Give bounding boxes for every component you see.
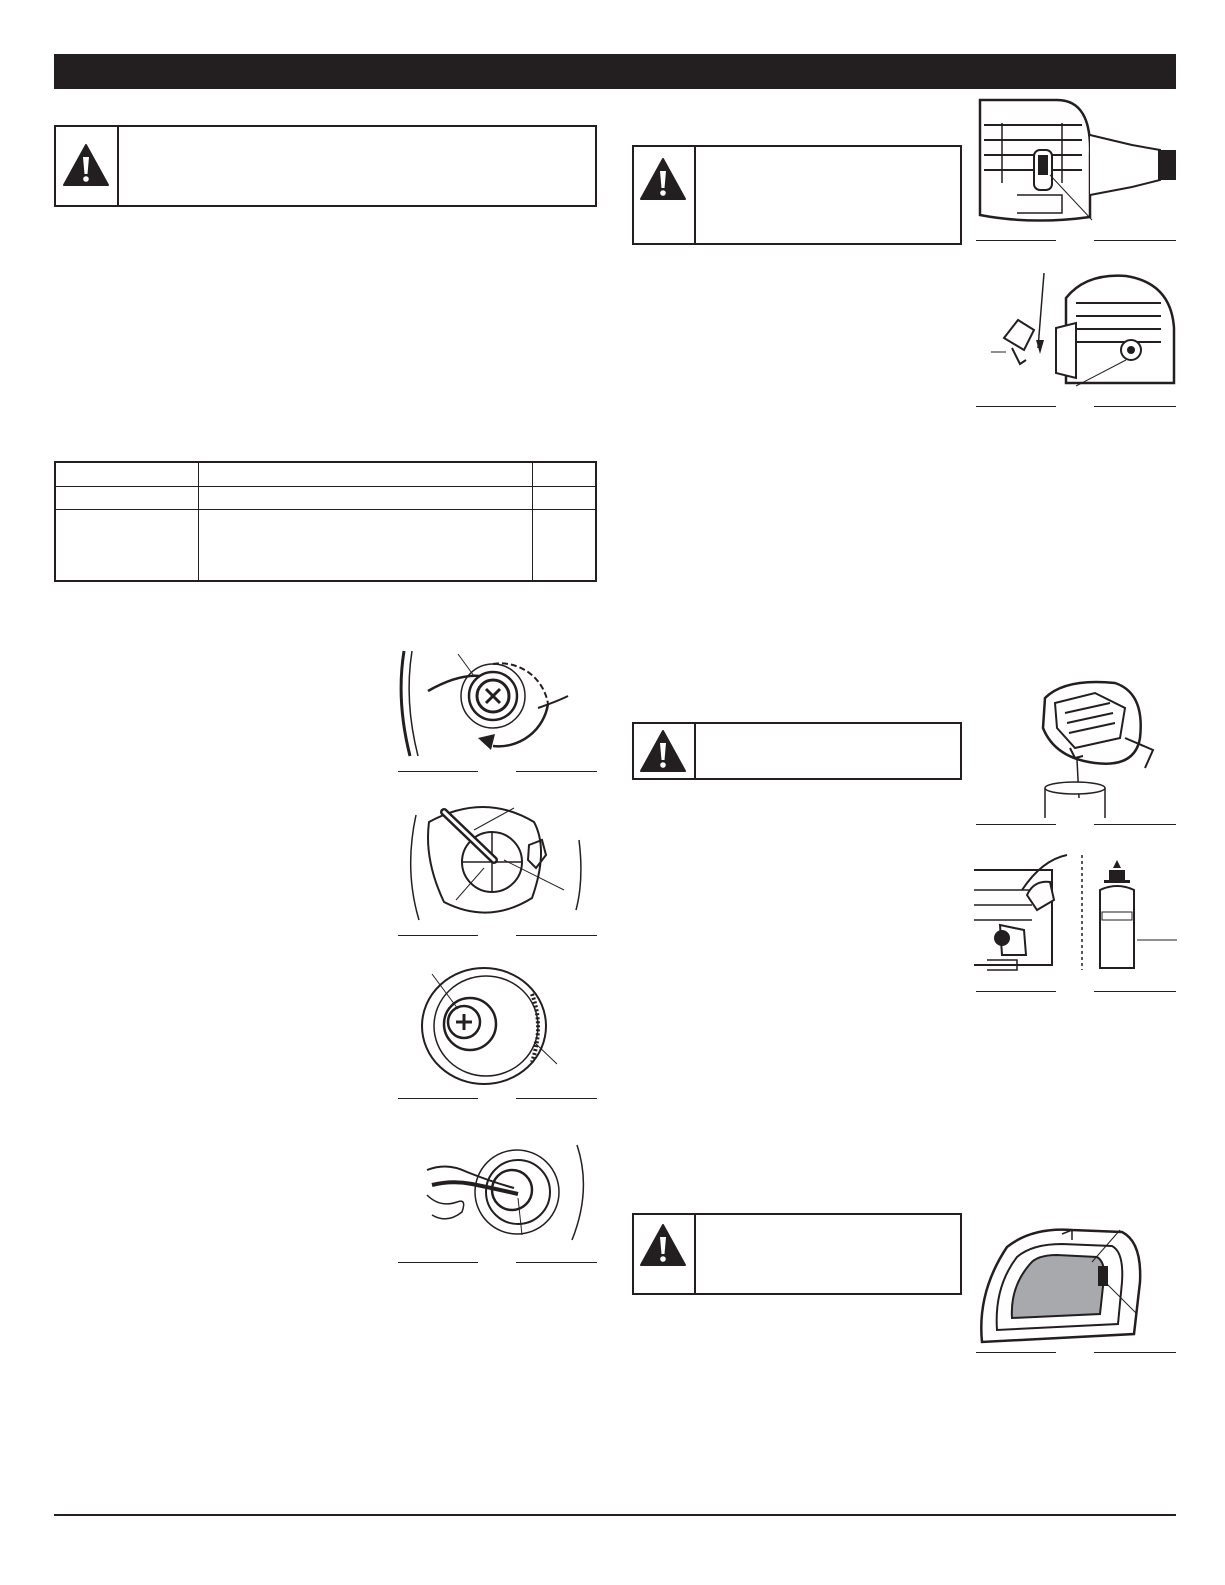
spool-screwdriver-figure — [404, 800, 594, 925]
figure-caption-rule-left — [976, 824, 1056, 825]
figure-caption-rule-left — [976, 240, 1056, 241]
spool-cap-figure — [412, 964, 572, 1089]
figure-caption-rule-left — [976, 991, 1056, 992]
engine-drain-figure — [1025, 678, 1165, 818]
figure-caption-rule-right — [1094, 406, 1176, 407]
figure-caption-rule-right — [516, 771, 597, 772]
engine-oil-bottle-figure — [972, 850, 1177, 975]
table-row-divider — [56, 486, 595, 487]
warning-box-3 — [632, 722, 962, 780]
specs-table — [54, 461, 597, 582]
table-col-divider — [532, 463, 533, 580]
warning-icon-cell — [56, 127, 119, 205]
warning-box-4 — [632, 1213, 962, 1295]
table-col-divider — [198, 463, 199, 580]
figure-caption-rule-left — [398, 771, 478, 772]
table-row-divider — [56, 509, 595, 510]
header-bar — [54, 54, 1176, 89]
figure-caption-rule-left — [398, 1262, 478, 1263]
figure-caption-rule-left — [976, 406, 1056, 407]
warning-triangle-icon — [62, 143, 110, 187]
figure-caption-rule-right — [516, 1098, 597, 1099]
warning-icon-cell — [634, 147, 696, 243]
figure-caption-rule-right — [1094, 240, 1176, 241]
warning-box-2 — [632, 145, 962, 245]
figure-caption-rule-right — [1094, 1352, 1176, 1353]
warning-triangle-icon — [639, 729, 687, 773]
warning-triangle-icon — [639, 157, 687, 201]
engine-funnel-figure — [976, 268, 1176, 398]
warning-triangle-icon — [639, 1223, 687, 1267]
figure-caption-rule-right — [1094, 824, 1176, 825]
figure-caption-rule-right — [1094, 991, 1176, 992]
figure-caption-rule-right — [516, 935, 597, 936]
spool-rotate-figure — [398, 646, 598, 761]
engine-plug-side-figure — [972, 95, 1177, 235]
warning-icon-cell — [634, 724, 696, 778]
warning-icon-cell — [634, 1215, 696, 1293]
air-filter-figure — [972, 1222, 1177, 1352]
figure-caption-rule-left — [976, 1352, 1056, 1353]
figure-caption-rule-left — [398, 1098, 478, 1099]
warning-box-1 — [54, 125, 597, 207]
figure-caption-rule-right — [516, 1262, 597, 1263]
figure-caption-rule-left — [398, 935, 478, 936]
footer-rule — [54, 1514, 1176, 1516]
spool-hand-figure — [422, 1140, 592, 1250]
